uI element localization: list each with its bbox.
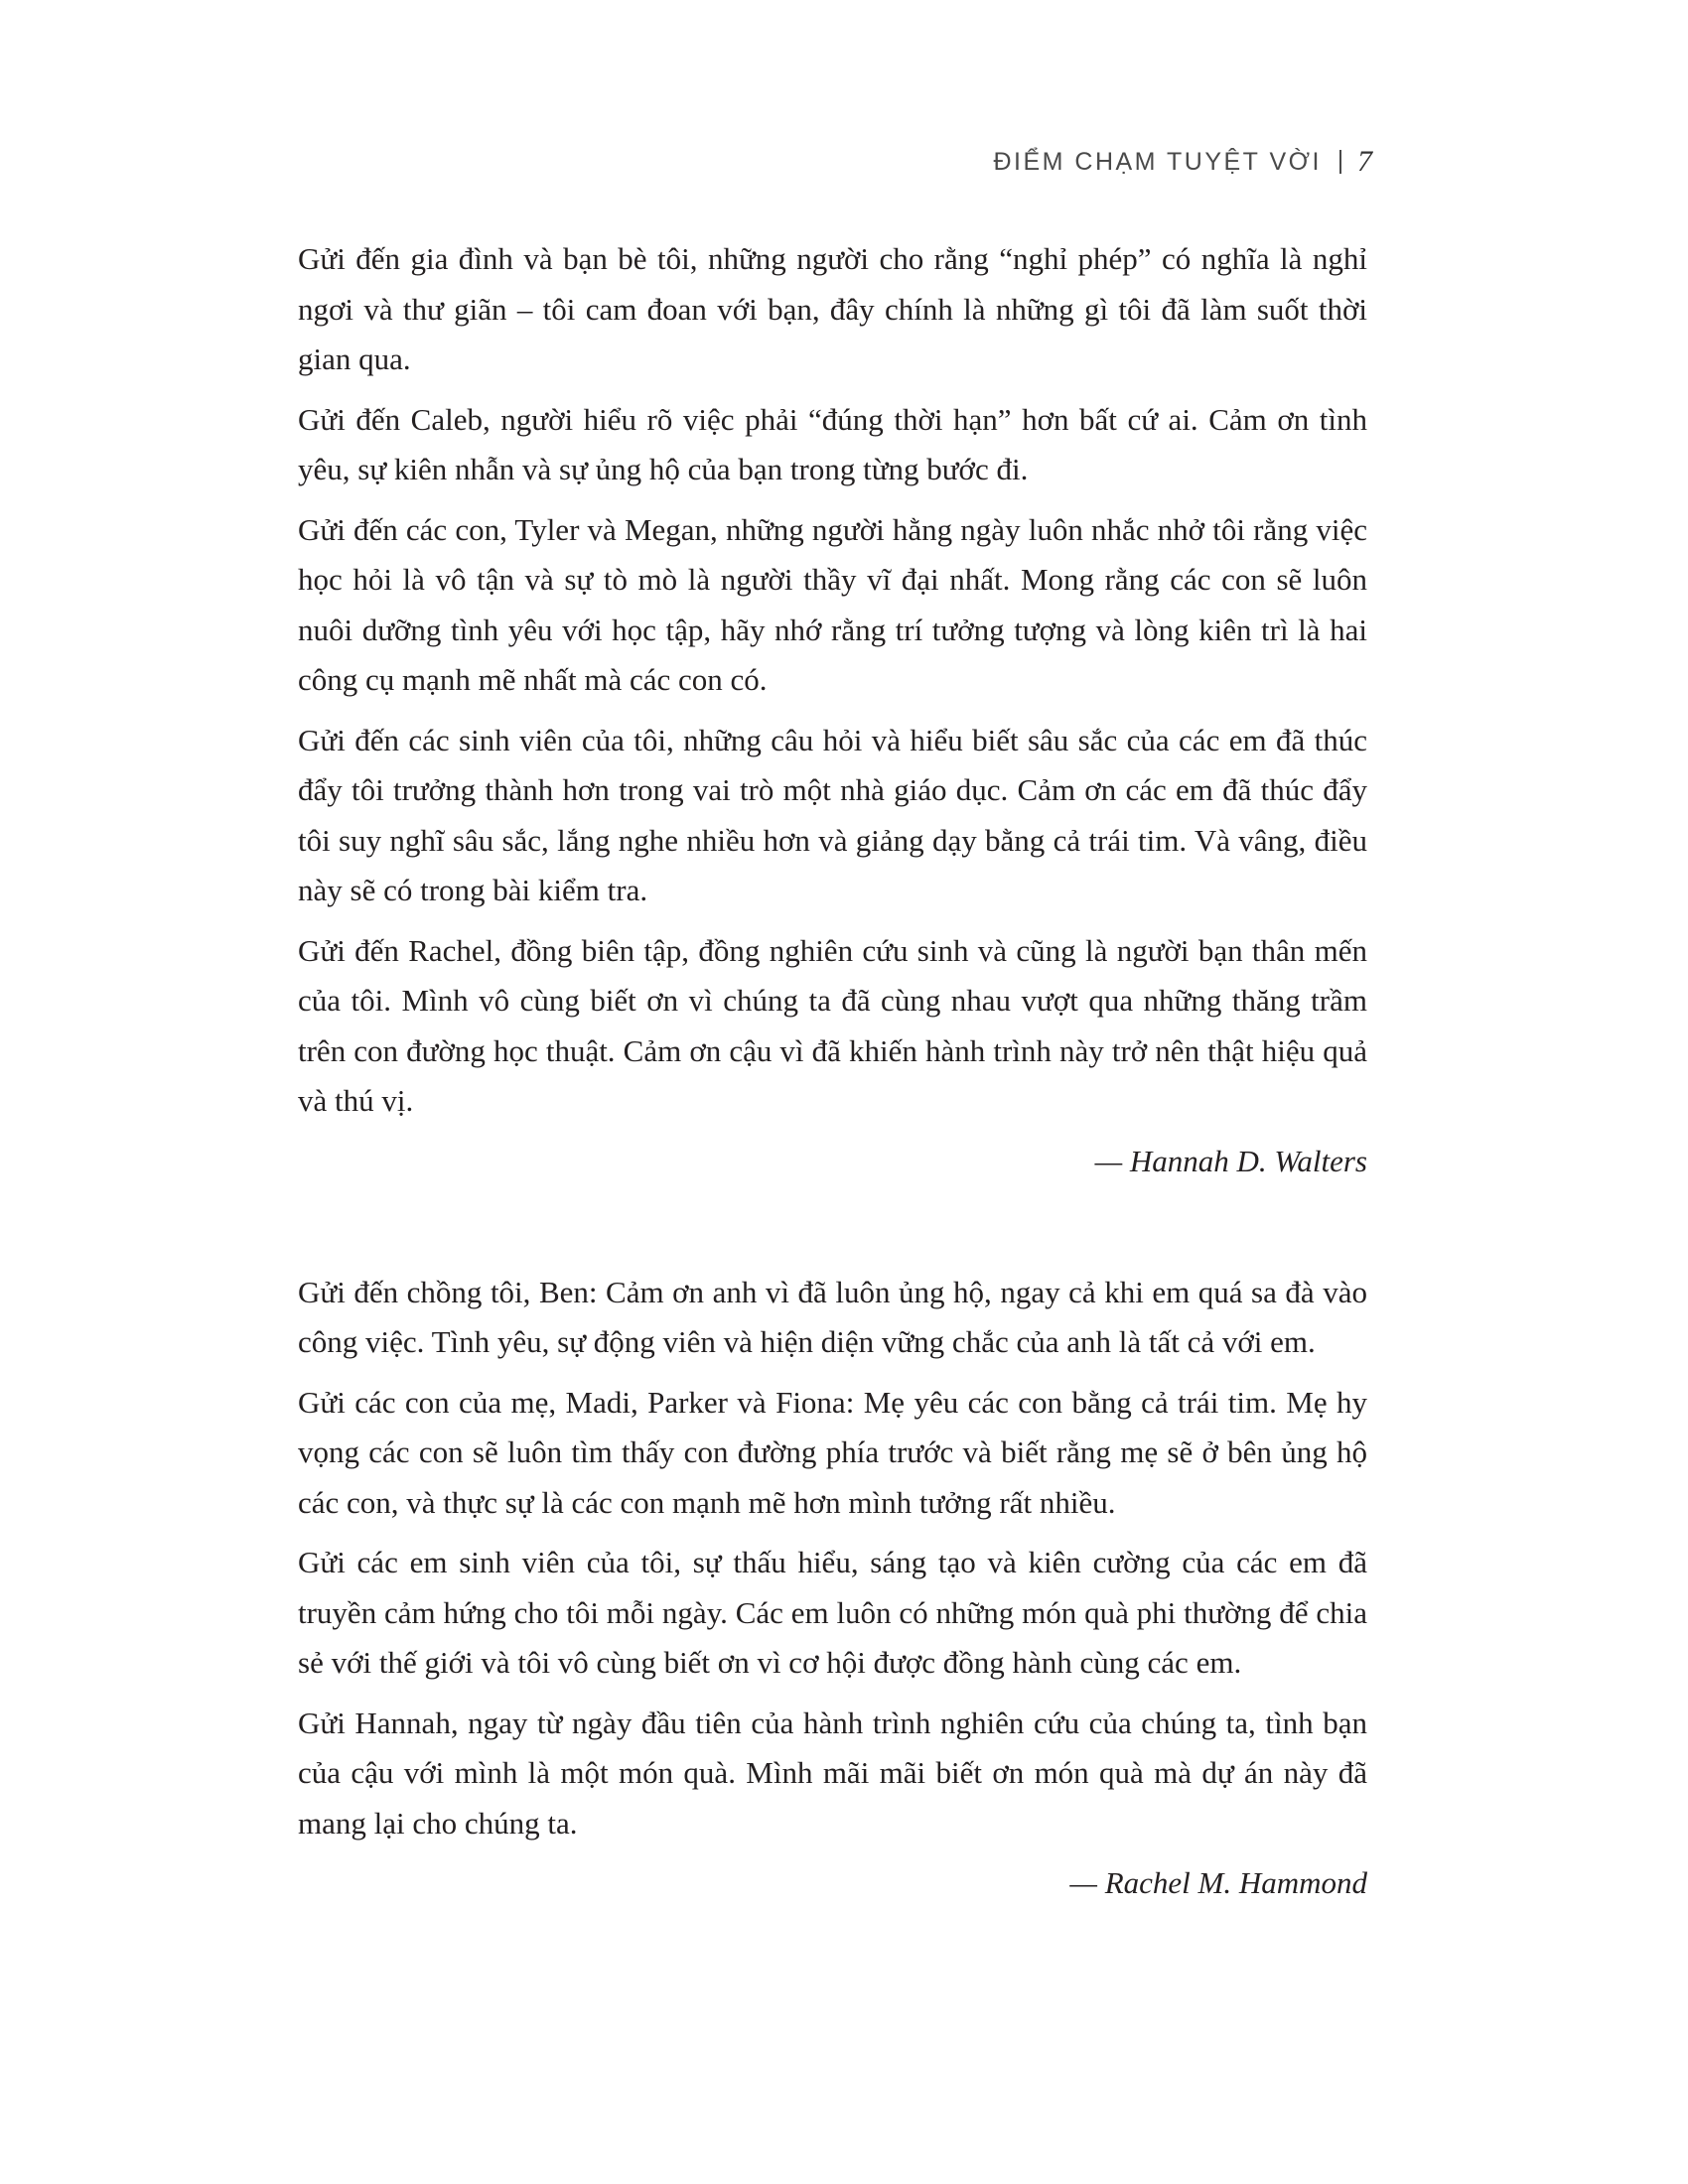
- signature-hannah: — Hannah D. Walters: [1094, 1143, 1367, 1178]
- header-separator: [1339, 150, 1341, 174]
- paragraph: Gửi đến gia đình và bạn bè tôi, những người cho rằng “nghỉ phép” có nghĩa là nghỉ ngơi và thư giãn – tôi cam đoan với bạn, đây chính là những gì tôi đã làm suốt thời gian qua.: [298, 241, 1367, 376]
- signature-rachel: — Rachel M. Hammond: [1069, 1865, 1367, 1900]
- running-title: ĐIỂM CHẠM TUYỆT VỜI: [993, 147, 1322, 176]
- acknowledgement-section-hannah: [298, 234, 1367, 1186]
- paragraph: Gửi Hannah, ngay từ ngày đầu tiên của hành trình nghiên cứu của chúng ta, tình bạn của cậu với mình là một món quà. Mình mãi mãi biết ơn món quà mà dự án này đã mang lại cho chúng ta.: [298, 1705, 1367, 1841]
- paragraph: Gửi đến các con, Tyler và Megan, những người hằng ngày luôn nhắc nhở tôi rằng việc học hỏi là vô tận và sự tò mò là người thầy vĩ đại nhất. Mong rằng các con sẽ luôn nuôi dưỡng tình yêu với học tập, hãy nhớ rằng trí tưởng tượng và lòng kiên trì là hai công cụ mạnh mẽ nhất mà các con có.: [298, 511, 1367, 697]
- paragraph: Gửi các em sinh viên của tôi, sự thấu hiểu, sáng tạo và kiên cường của các em đã truyền cảm hứng cho tôi mỗi ngày. Các em luôn có những món quà phi thường để chia sẻ với thế giới và tôi vô cùng biết ơn vì cơ hội được đồng hành cùng các em.: [298, 1545, 1367, 1680]
- paragraph: Gửi đến chồng tôi, Ben: Cảm ơn anh vì đã luôn ủng hộ, ngay cả khi em quá sa đà vào công việc. Tình yêu, sự động viên và hiện diện vững chắc của anh là tất cả với em.: [298, 1274, 1367, 1359]
- paragraph: Gửi đến các sinh viên của tôi, những câu hỏi và hiểu biết sâu sắc của các em đã thúc đẩy tôi trưởng thành hơn trong vai trò một nhà giáo dục. Cảm ơn các em đã thúc đẩy tôi suy nghĩ sâu sắc, lắng nghe nhiều hơn và giảng dạy bằng cả trái tim. Và vâng, điều này sẽ có trong bài kiểm tra.: [298, 722, 1367, 907]
- acknowledgement-section-rachel: [298, 1268, 1367, 1909]
- running-header: [993, 145, 1372, 179]
- paragraph: Gửi đến Rachel, đồng biên tập, đồng nghiên cứu sinh và cũng là người bạn thân mến của tôi. Mình vô cùng biết ơn vì chúng ta đã cùng nhau vượt qua những thăng trầm trên con đường học thuật. Cảm ơn cậu vì đã khiến hành trình này trở nên thật hiệu quả và thú vị.: [298, 932, 1367, 1118]
- page-number: 7: [1357, 145, 1372, 178]
- page-content: [298, 234, 1367, 1908]
- paragraph: Gửi các con của mẹ, Madi, Parker và Fiona: Mẹ yêu các con bằng cả trái tim. Mẹ hy vọng các con sẽ luôn tìm thấy con đường phía trước và biết rằng mẹ sẽ ở bên ủng hộ các con, và thực sự là các con mạnh mẽ hơn mình tưởng rất nhiều.: [298, 1384, 1367, 1520]
- paragraph: Gửi đến Caleb, người hiểu rõ việc phải “đúng thời hạn” hơn bất cứ ai. Cảm ơn tình yêu, sự kiên nhẫn và sự ủng hộ của bạn trong từng bước đi.: [298, 401, 1367, 486]
